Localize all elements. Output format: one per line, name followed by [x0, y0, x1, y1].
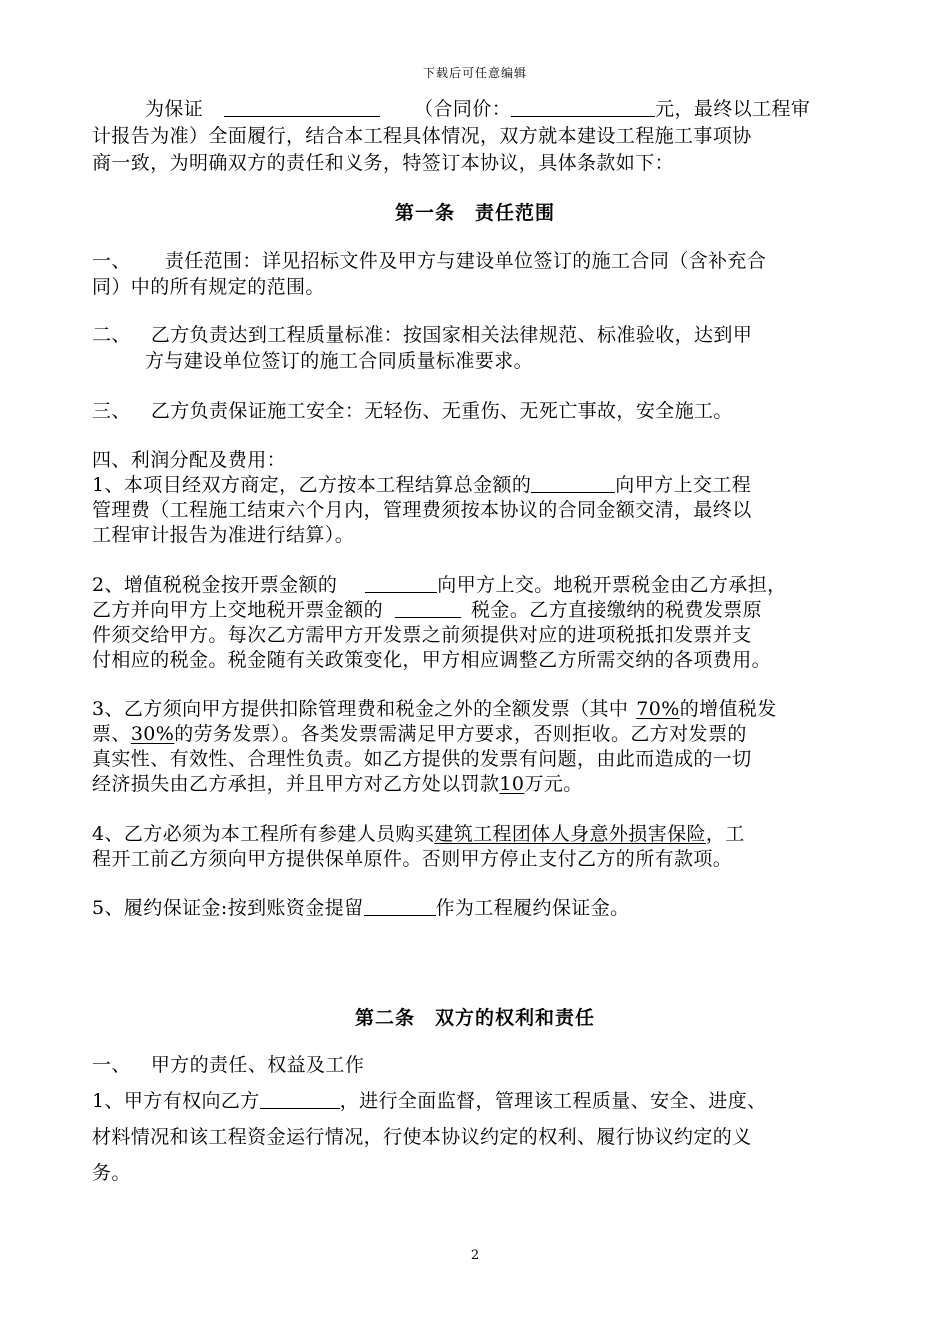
underlined-value: 30%	[130, 723, 175, 745]
para-text: 1、本项目经双方商定，乙方按本工程结算总金额的	[92, 474, 532, 496]
para-text: 向甲方上交工程	[615, 474, 752, 496]
para-text: 的增值税发	[679, 698, 777, 720]
para-4-line-1	[92, 821, 745, 847]
item-2-line-1	[92, 322, 752, 348]
para-text: 万元。	[524, 773, 583, 795]
item-number: 三、	[92, 400, 131, 422]
para-4-line-2: 程开工前乙方须向甲方提供保单原件。否则甲方停止支付乙方的所有款项。	[92, 848, 733, 870]
para-1-line-3: 工程审计报告为准进行结算）。	[92, 524, 355, 546]
item-number: 二、	[92, 324, 131, 346]
para-text: 4、乙方必须为本工程所有参建人员购买	[92, 823, 435, 845]
para-text: 2、增值税税金按开票金额的	[92, 574, 338, 596]
intro-text: （合同价：	[414, 98, 512, 120]
para-text: 5、履约保证金:按到账资金提留	[92, 897, 364, 919]
intro-line-3: 商一致，为明确双方的责任和义务，特签订本协议，具体条款如下：	[92, 152, 675, 174]
underlined-value: 10	[499, 773, 525, 795]
para-2-line-2	[92, 597, 762, 623]
intro-line-1	[145, 96, 810, 122]
para-text: 经济损失由乙方承担，并且甲方对乙方处以罚款	[92, 773, 500, 795]
para-2-line-3: 件须交给甲方。每次乙方需甲方开发票之前须提供对应的进项税抵扣发票并支	[92, 624, 752, 646]
para-text: ，进行全面监督，管理该工程质量、安全、进度、	[339, 1090, 767, 1112]
section-1-title	[92, 1052, 364, 1078]
item-2-line-2: 方与建设单位签订的施工合同质量标准要求。	[145, 350, 534, 372]
para-text: 向甲方上交。地税开票税金由乙方承担，	[437, 574, 787, 596]
blank-field	[365, 573, 437, 593]
page-number: 2	[470, 1248, 480, 1263]
a2-para-1-line-1	[92, 1088, 767, 1114]
page-header: 下载后可任意编辑	[422, 66, 527, 80]
a2-para-1-line-3: 务。	[92, 1162, 131, 1184]
para-2-line-4: 付相应的税金。税金随有关政策变化，甲方相应调整乙方所需交纳的各项费用。	[92, 649, 772, 671]
para-text: 的劳务发票）。各类发票需满足甲方要求，否则拒收。乙方对发票的	[174, 723, 747, 745]
para-text: 作为工程履约保证金。	[435, 897, 630, 919]
item-1-line-1	[92, 248, 766, 274]
para-3-line-1	[92, 696, 777, 722]
a2-para-1-line-2: 材料情况和该工程资金运行情况，行使本协议约定的权利、履行协议约定的义	[92, 1126, 752, 1148]
para-text: 1、甲方有权向乙方	[92, 1090, 260, 1112]
item-text: 乙方负责保证施工安全：无轻伤、无重伤、无死亡事故，安全施工。	[150, 400, 733, 422]
para-text: ，工	[705, 823, 745, 845]
item-number: 一、	[92, 1054, 131, 1076]
blank-field	[224, 97, 380, 117]
item-text: 乙方负责达到工程质量标准：按国家相关法律规范、标准验收，达到甲	[150, 324, 753, 346]
para-5-line-1	[92, 895, 630, 921]
para-1-line-2: 管理费（工程施工结束六个月内，管理费须按本协议的合同金额交清，最终以	[92, 499, 752, 521]
article-2-title: 第二条 双方的权利和责任	[354, 1007, 595, 1029]
blank-field	[395, 598, 461, 618]
item-1-line-2: 同）中的所有规定的范围。	[92, 276, 325, 298]
intro-line-2: 计报告为准）全面履行，结合本工程具体情况，双方就本建设工程施工事项协	[92, 125, 752, 147]
blank-field	[511, 97, 655, 117]
intro-text: 元，最终以工程审	[655, 98, 811, 120]
para-text: 乙方并向甲方上交地税开票金额的	[92, 599, 384, 621]
item-number: 一、	[92, 250, 131, 272]
para-3-line-3: 真实性、有效性、合理性负责。如乙方提供的发票有问题，由此而造成的一切	[92, 748, 752, 770]
item-text: 责任范围：详见招标文件及甲方与建设单位签订的施工合同（含补充合	[164, 250, 767, 272]
para-text: 税金。乙方直接缴纳的税费发票原	[471, 599, 763, 621]
intro-text: 为保证	[145, 98, 204, 120]
item-3-line-1	[92, 398, 733, 424]
para-2-line-1	[92, 572, 787, 598]
section-text: 甲方的责任、权益及工作	[150, 1054, 365, 1076]
para-3-line-4	[92, 771, 583, 797]
para-1-line-1	[92, 472, 751, 498]
blank-field	[260, 1089, 340, 1109]
underlined-value: 建筑工程团体人身意外损害保险	[434, 823, 706, 845]
para-3-line-2	[92, 721, 747, 747]
para-text: 3、乙方须向甲方提供扣除管理费和税金之外的全额发票（其中	[92, 698, 629, 720]
underlined-value: 70%	[636, 698, 680, 720]
blank-field	[364, 896, 436, 916]
item-4-title: 四、利润分配及费用：	[92, 449, 287, 471]
blank-field	[531, 473, 615, 493]
article-1-title: 第一条 责任范围	[394, 202, 555, 224]
para-text: 票、	[92, 723, 131, 745]
